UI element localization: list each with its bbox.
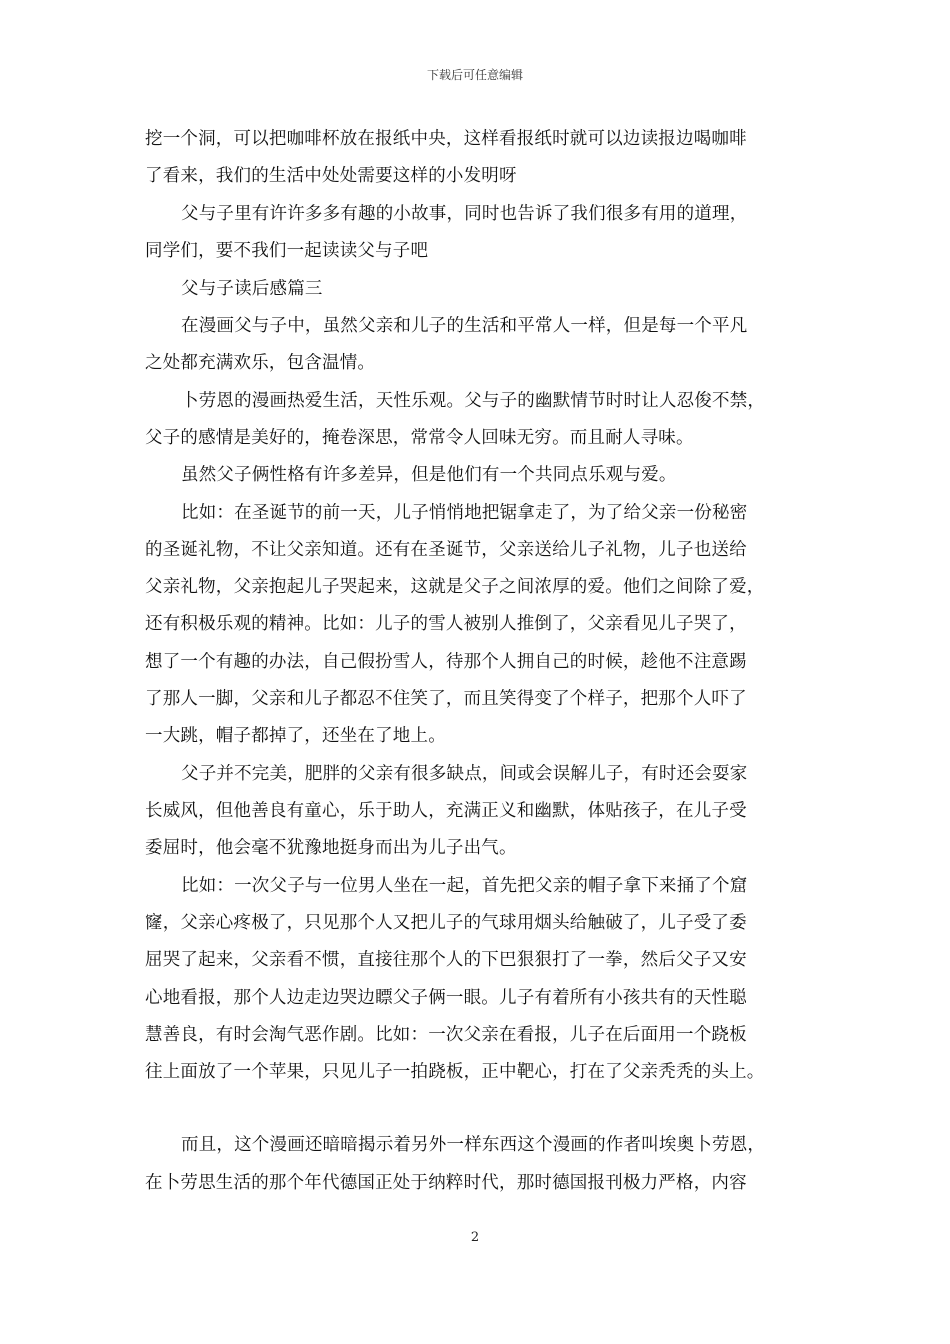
body-line: 想了一个有趣的办法，自己假扮雪人，待那个人拥自己的时候，趁他不注意踢 — [145, 652, 747, 672]
body-line: 屈哭了起来，父亲看不惯，直接往那个人的下巴狠狠打了一拳，然后父子又安 — [145, 950, 747, 970]
body-line: 委屈时，他会毫不犹豫地挺身而出为儿子出气。 — [145, 838, 517, 858]
body-line: 在卜劳思生活的那个年代德国正处于纳粹时代，那时德国报刊极力严格，内容 — [145, 1173, 747, 1193]
body-line: 慧善良，有时会淘气恶作剧。比如：一次父亲在看报，儿子在后面用一个跷板 — [145, 1025, 747, 1045]
body-line: 的圣诞礼物，不让父亲知道。还有在圣诞节，父亲送给儿子礼物，儿子也送给 — [145, 540, 747, 560]
body-line: 挖一个洞，可以把咖啡杯放在报纸中央，这样看报纸时就可以边读报边喝咖啡 — [145, 129, 747, 149]
body-line: 长威风，但他善良有童心，乐于助人，充满正义和幽默，体贴孩子，在儿子受 — [145, 801, 747, 821]
body-line: 往上面放了一个苹果，只见儿子一拍跷板，正中靶心，打在了父亲秃秃的头上。 — [145, 1062, 765, 1082]
body-line: 比如：一次父子与一位男人坐在一起，首先把父亲的帽子拿下来捅了个窟 — [181, 876, 748, 896]
body-line: 虽然父子俩性格有许多差异，但是他们有一个共同点乐观与爱。 — [181, 465, 677, 485]
body-line: 同学们，要不我们一起读读父与子吧 — [145, 241, 429, 261]
body-line: 心地看报，那个人边走边哭边瞟父子俩一眼。儿子有着所有小孩共有的天性聪 — [145, 988, 747, 1008]
body-line: 父与子里有许许多多有趣的小故事，同时也告诉了我们很多有用的道理， — [181, 204, 748, 224]
page-number: 2 — [470, 1230, 480, 1245]
body-line: 之处都充满欢乐，包含温情。 — [145, 353, 376, 373]
body-line: 父亲礼物，父亲抱起儿子哭起来，这就是父子之间浓厚的爱。他们之间除了爱， — [145, 577, 765, 597]
body-line: 父子的感情是美好的，掩卷深思，常常令人回味无穷。而且耐人寻味。 — [145, 428, 694, 448]
body-line: 而且，这个漫画还暗暗揭示着另外一样东西这个漫画的作者叫埃奥卜劳恩， — [181, 1135, 766, 1155]
body-line: 窿，父亲心疼极了，只见那个人又把儿子的气球用烟头给触破了，儿子受了委 — [145, 913, 747, 933]
body-line: 卜劳恩的漫画热爱生活，天性乐观。父与子的幽默情节时时让人忍俊不禁， — [181, 391, 766, 411]
body-line: 还有积极乐观的精神。比如：儿子的雪人被别人推倒了，父亲看见儿子哭了， — [145, 614, 747, 634]
body-line: 了看来，我们的生活中处处需要这样的小发明呀 — [145, 166, 517, 186]
body-line: 父子并不完美，肥胖的父亲有很多缺点，间或会误解儿子，有时还会耍家 — [181, 764, 748, 784]
section-title: 父与子读后感篇三 — [181, 279, 323, 299]
body-line: 了那人一脚，父亲和儿子都忍不住笑了，而且笑得变了个样子，把那个人吓了 — [145, 689, 747, 709]
body-line: 一大跳，帽子都掉了，还坐在了地上。 — [145, 726, 446, 746]
body-line: 比如：在圣诞节的前一天，儿子悄悄地把锯拿走了，为了给父亲一份秘密 — [181, 503, 748, 523]
body-line: 在漫画父与子中，虽然父亲和儿子的生活和平常人一样，但是每一个平凡 — [181, 316, 748, 336]
page-header: 下载后可任意编辑 — [426, 68, 523, 82]
